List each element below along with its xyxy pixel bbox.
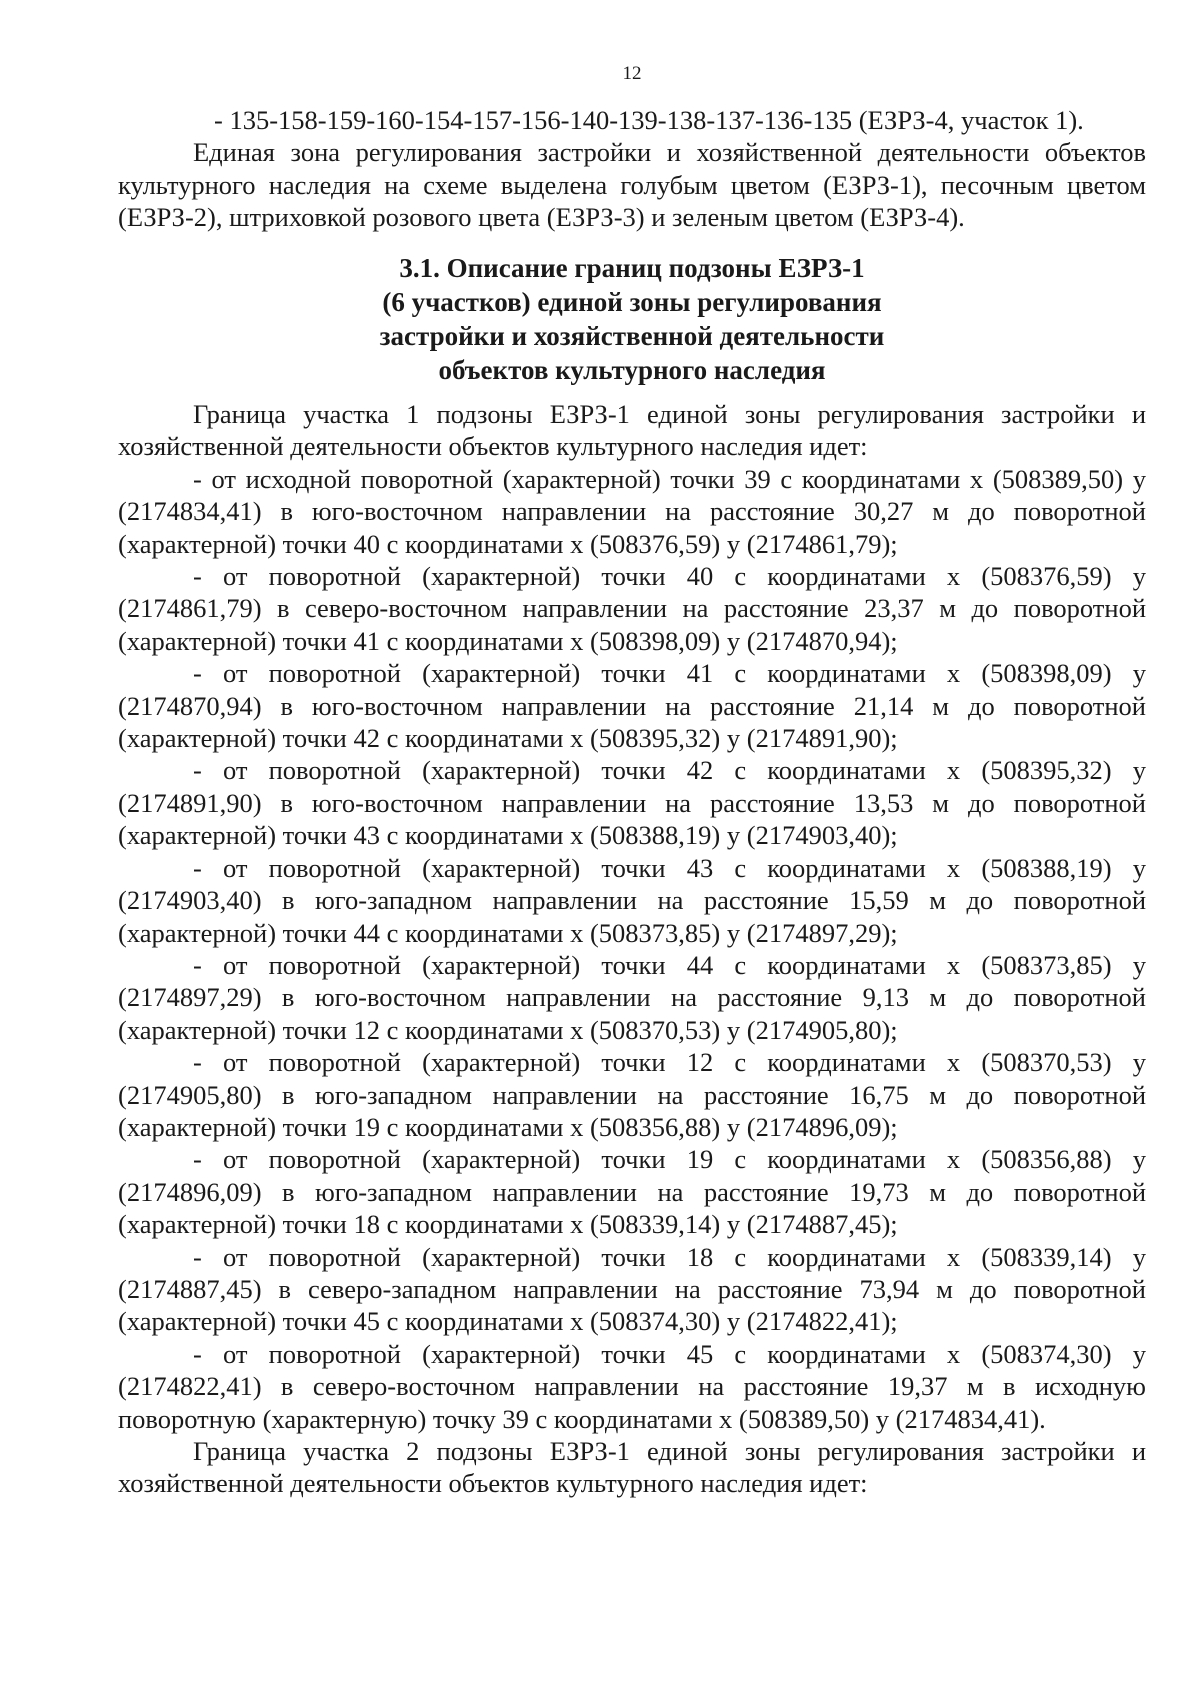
intro-block xyxy=(118,104,1146,234)
boundary-segment: - от поворотной (характерной) точки 45 с координатами х (508374,30) у (2174822,41) в северо-восточном направлении на расстояние 19,37 м в исходную поворотную (характерную) точку 39 с координатами х (508389,50) у (2174834,41). xyxy=(118,1338,1146,1434)
boundary-segment: - от поворотной (характерной) точки 44 с координатами х (508373,85) у (2174897,29) в юго-восточном направлении на расстояние 9,13 м до поворотной (характерной) точки 12 с координатами х (508370,53) у (2174905,80); xyxy=(118,949,1146,1045)
boundary-segment: - от поворотной (характерной) точки 41 с координатами х (508398,09) у (2174870,94) в юго-восточном направлении на расстояние 21,14 м до поворотной (характерной) точки 42 с координатами х (508395,32) у (2174891,90); xyxy=(118,658,1146,754)
intro-route-line: - 135-158-159-160-154-157-156-140-139-138-137-136-135 (ЕЗРЗ-4, участок 1). xyxy=(214,105,1084,135)
intro-paragraph: Единая зона регулирования застройки и хозяйственной деятельности объектов культурного наследия на схеме выделена голубым цветом (ЕЗРЗ-1), песочным цветом (ЕЗРЗ-2), штриховкой розового цвета (ЕЗРЗ-3) и зеленым цветом (ЕЗРЗ-4). xyxy=(118,137,1146,233)
body-block xyxy=(118,398,1146,1500)
lead-paragraph-plot-2: Граница участка 2 подзоны ЕЗРЗ-1 единой зоны регулирования застройки и хозяйственной деятельности объектов культурного наследия идет: xyxy=(118,1436,1146,1499)
section-heading-line: объектов культурного наследия xyxy=(438,355,826,385)
section-heading-line: 3.1. Описание границ подзоны ЕЗРЗ-1 xyxy=(399,253,865,283)
boundary-segment: - от поворотной (характерной) точки 18 с координатами х (508339,14) у (2174887,45) в северо-западном направлении на расстояние 73,94 м до поворотной (характерной) точки 45 с координатами х (508374,30) у (2174822,41); xyxy=(118,1241,1146,1337)
lead-paragraph-plot-1: Граница участка 1 подзоны ЕЗРЗ-1 единой зоны регулирования застройки и хозяйственной деятельности объектов культурного наследия идет: xyxy=(118,399,1146,462)
boundary-segment: - от поворотной (характерной) точки 43 с координатами х (508388,19) у (2174903,40) в юго-западном направлении на расстояние 15,59 м до поворотной (характерной) точки 44 с координатами х (508373,85) у (2174897,29); xyxy=(118,852,1146,948)
boundary-segment: - от поворотной (характерной) точки 42 с координатами х (508395,32) у (2174891,90) в юго-восточном направлении на расстояние 13,53 м до поворотной (характерной) точки 43 с координатами х (508388,19) у (2174903,40); xyxy=(118,755,1146,851)
boundary-segment: - от исходной поворотной (характерной) точки 39 с координатами х (508389,50) у (2174834,41) в юго-восточном направлении на расстояние 30,27 м до поворотной (характерной) точки 40 с координатами х (508376,59) у (2174861,79); xyxy=(118,463,1146,559)
boundary-segment: - от поворотной (характерной) точки 12 с координатами х (508370,53) у (2174905,80) в юго-западном направлении на расстояние 16,75 м до поворотной (характерной) точки 19 с координатами х (508356,88) у (2174896,09); xyxy=(118,1047,1146,1142)
section-heading xyxy=(118,251,1146,387)
boundary-segment: - от поворотной (характерной) точки 40 с координатами х (508376,59) у (2174861,79) в северо-восточном направлении на расстояние 23,37 м до поворотной (характерной) точки 41 с координатами х (508398,09) у (2174870,94); xyxy=(118,561,1146,656)
section-heading-line: застройки и хозяйственной деятельности xyxy=(379,321,885,351)
boundary-segment: - от поворотной (характерной) точки 19 с координатами х (508356,88) у (2174896,09) в юго-западном направлении на расстояние 19,73 м до поворотной (характерной) точки 18 с координатами х (508339,14) у (2174887,45); xyxy=(118,1144,1146,1240)
section-heading-line: (6 участков) единой зоны регулирования xyxy=(382,287,882,317)
page-number: 12 xyxy=(622,63,642,84)
